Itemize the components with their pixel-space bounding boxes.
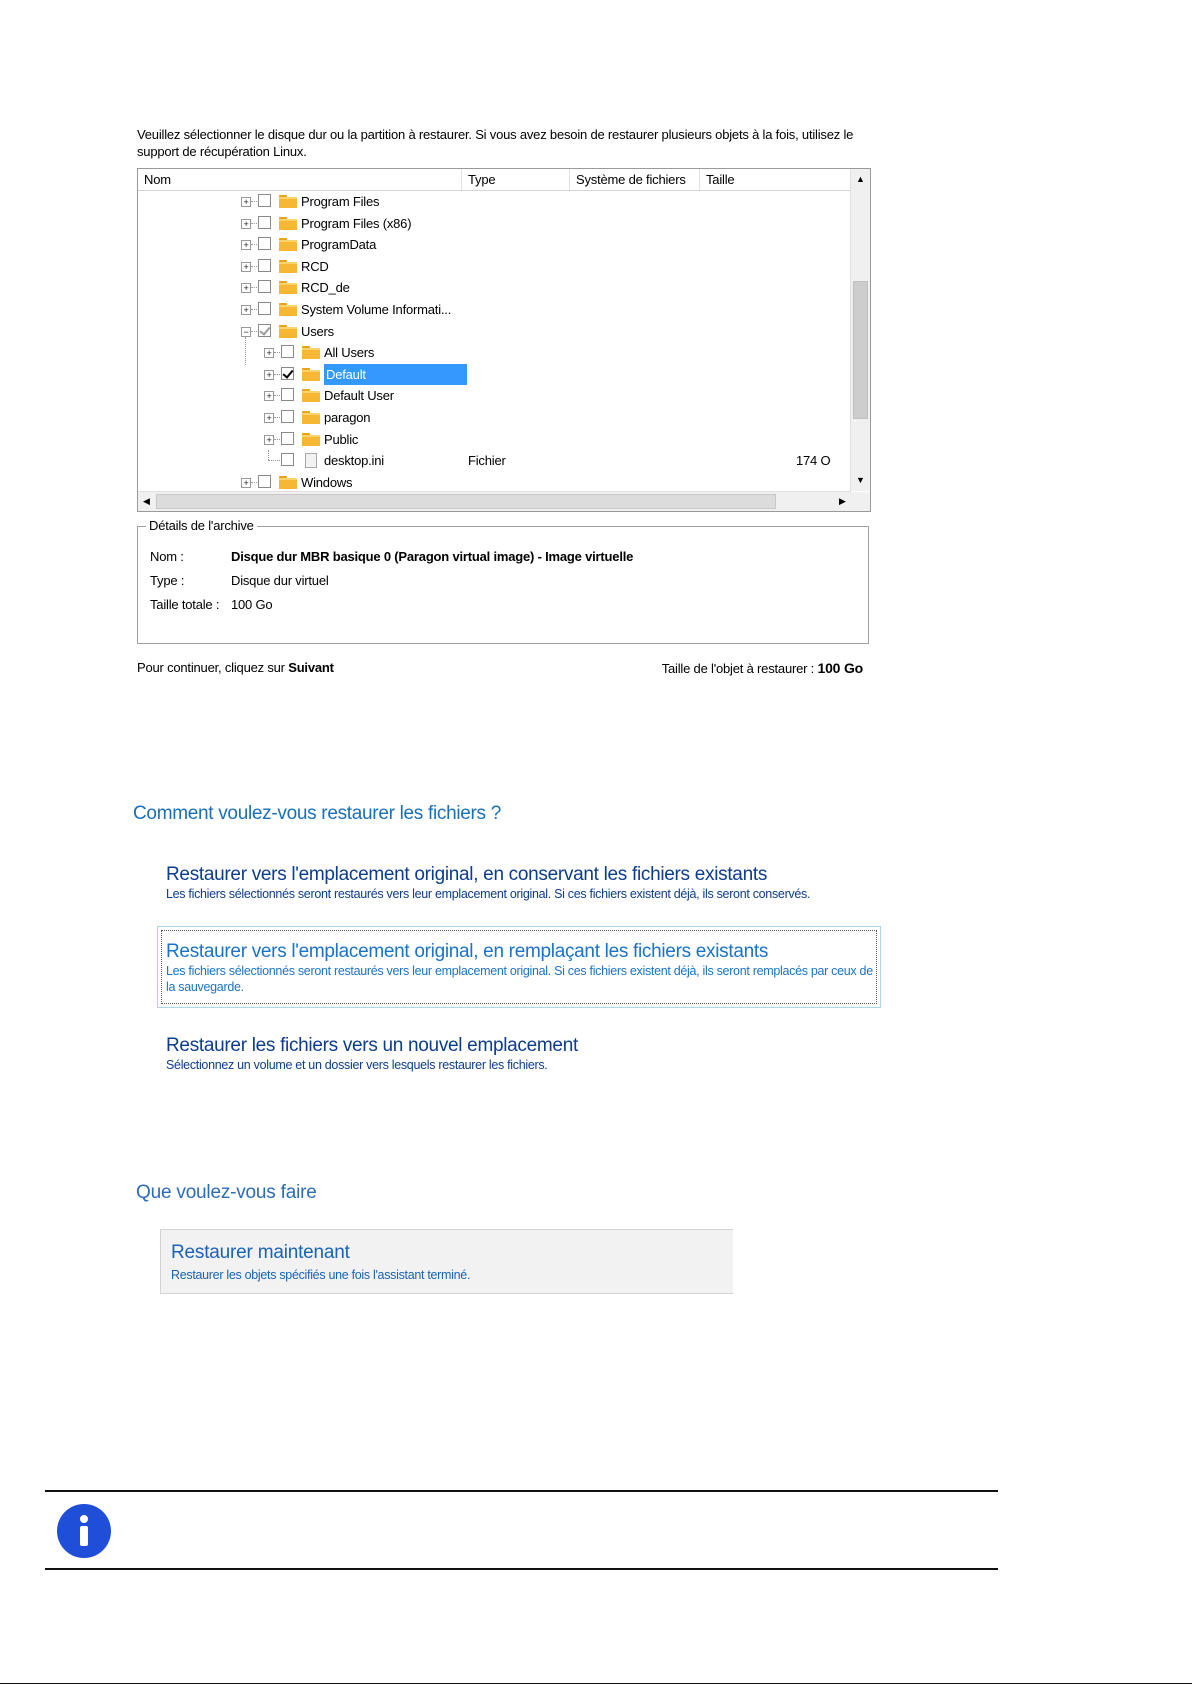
folder-icon [279,217,297,230]
tree-row-name[interactable]: RCD_de [301,280,350,296]
tree-row-checkbox[interactable] [281,453,294,466]
tree-row-checkbox[interactable] [281,432,294,445]
tree-row-name[interactable]: Default User [324,388,394,404]
horizontal-scroll-thumb[interactable] [156,494,776,509]
details-type-value: Disque dur virtuel [231,573,329,588]
tree-row[interactable] [138,256,851,277]
vertical-scrollbar[interactable] [850,169,870,491]
tree-row-checkbox[interactable] [258,237,271,250]
tree-row-checkbox[interactable] [281,345,294,358]
file-tree[interactable] [137,168,871,512]
tree-row[interactable] [138,234,851,255]
tree-row-name[interactable]: Program Files (x86) [301,215,412,231]
tree-row-name[interactable]: Windows [301,474,353,490]
option-replace-existing-title: Restaurer vers l'emplacement original, en remplaçant les fichiers existants [166,941,769,962]
folder-icon [302,368,320,381]
tree-row-name[interactable]: ProgramData [301,237,377,253]
folder-icon [279,238,297,251]
tree-row-type: Fichier [468,453,506,469]
restore-now-option[interactable] [160,1229,733,1294]
details-name-label: Nom : [150,549,184,564]
tree-row-name[interactable]: desktop.ini [324,453,384,469]
folder-icon [279,195,297,208]
expand-icon[interactable]: + [241,219,251,229]
tree-row[interactable] [138,213,851,234]
scroll-up-icon[interactable]: ▲ [856,174,865,184]
option-new-location-title: Restaurer les fichiers vers un nouvel emplacement [166,1035,578,1056]
tree-row-name[interactable]: RCD [301,258,329,274]
option-keep-existing[interactable] [166,864,886,902]
restore-size-label: Taille de l'objet à restaurer : [661,661,818,676]
tree-row[interactable] [138,472,851,493]
expand-icon[interactable]: + [241,262,251,272]
folder-icon [302,433,320,446]
option-new-location[interactable] [166,1035,886,1073]
continue-hint-next: Suivant [288,660,334,675]
restore-now-title: Restaurer maintenant [171,1242,350,1263]
option-keep-existing-title: Restaurer vers l'emplacement original, en conservant les fichiers existants [166,864,768,885]
folder-icon [279,260,297,273]
collapse-icon[interactable]: − [241,327,251,337]
column-header-type[interactable]: Type [462,169,570,190]
tree-row-name[interactable]: Users [301,323,334,339]
tree-row[interactable] [138,364,851,385]
vertical-scroll-thumb[interactable] [853,281,868,419]
tree-row-checkbox[interactable] [258,216,271,229]
folder-icon [302,346,320,359]
info-top-rule [45,1490,998,1492]
scroll-left-icon[interactable]: ◀ [143,496,150,506]
action-question: Que voulez-vous faire [136,1182,317,1203]
expand-icon[interactable]: + [241,305,251,315]
restore-mode-question: Comment voulez-vous restaurer les fichiers ? [133,803,501,824]
tree-row[interactable] [138,385,851,406]
file-icon [305,453,317,468]
folder-icon [279,303,297,316]
tree-row-name[interactable]: All Users [324,345,375,361]
folder-icon [302,389,320,402]
tree-row-name[interactable]: Public [324,431,359,447]
tree-row-checkbox[interactable] [258,302,271,315]
tree-row-name[interactable]: System Volume Informati... [301,302,452,317]
tree-row[interactable] [138,450,851,471]
restore-size-value: 100 Go [817,660,863,676]
details-size-label: Taille totale : [150,597,220,612]
tree-row-name[interactable]: Program Files [301,194,380,209]
expand-icon[interactable]: + [264,413,274,423]
details-name-value: Disque dur MBR basique 0 (Paragon virtual image) - Image virtuelle [231,549,634,564]
folder-icon [302,411,320,424]
folder-icon [279,476,297,489]
tree-row-checkbox[interactable] [258,194,271,207]
tree-row-checkbox[interactable] [258,475,271,488]
details-type-label: Type : [150,573,185,588]
continue-hint [137,660,334,675]
option-new-location-description: Sélectionnez un volume et un dossier vers lesquels restaurer les fichiers. [166,1058,548,1072]
column-header-filesystem[interactable]: Système de fichiers [570,169,700,190]
tree-row-size: 174 O [796,453,831,469]
intro-text: Veuillez sélectionner le disque dur ou la partition à restaurer. Si vous avez besoin de restaurer plusieurs objets à la fois, utilisez le support de récupération Linux. [137,127,854,159]
expand-icon[interactable]: + [264,435,274,445]
restore-now-description: Restaurer les objets spécifiés une fois l'assistant terminé. [171,1268,471,1282]
column-header-size[interactable]: Taille [700,169,851,190]
tree-row-checkbox[interactable] [281,367,294,380]
scroll-corner [851,492,870,511]
tree-row[interactable] [138,299,851,320]
tree-row-checkbox[interactable] [258,259,271,272]
tree-row-checkbox[interactable] [281,410,294,423]
tree-row-checkbox[interactable] [258,324,271,337]
page-bottom-rule [0,1683,1192,1684]
expand-icon[interactable]: + [241,197,251,207]
expand-icon[interactable]: + [264,370,274,380]
info-bottom-rule [45,1568,998,1570]
archive-details-legend: Détails de l'archive [146,518,257,533]
folder-icon [279,281,297,294]
continue-hint-text: Pour continuer, cliquez sur [137,660,289,675]
tree-row-name[interactable]: Default [324,364,467,385]
scroll-right-icon[interactable]: ▶ [839,496,846,506]
expand-icon[interactable]: + [264,391,274,401]
tree-header [138,169,851,191]
tree-row-checkbox[interactable] [281,388,294,401]
tree-row[interactable] [138,191,851,212]
scroll-down-icon[interactable]: ▼ [856,475,865,485]
option-replace-existing[interactable] [157,926,881,1008]
expand-icon[interactable]: + [241,240,251,250]
tree-row-checkbox[interactable] [258,280,271,293]
horizontal-scrollbar[interactable] [138,491,851,511]
tree-row-name[interactable]: paragon [324,410,371,425]
details-size-value: 100 Go [231,597,273,612]
restore-size-summary [662,660,863,676]
folder-icon [279,325,297,338]
tree-row[interactable] [138,429,851,450]
column-header-name[interactable]: Nom [138,169,462,190]
expand-icon[interactable]: + [264,348,274,358]
expand-icon[interactable]: + [241,283,251,293]
expand-icon[interactable]: + [241,478,251,488]
tree-row[interactable] [138,407,851,428]
option-keep-existing-description: Les fichiers sélectionnés seront restaurés vers leur emplacement original. Si ces fichiers existent déjà, ils seront conservés. [166,887,811,901]
archive-details-panel [137,526,869,644]
info-icon [57,1504,111,1558]
option-replace-existing-description: Les fichiers sélectionnés seront restaurés vers leur emplacement original. Si ces fichiers existent déjà, ils seront remplacés par ceux de la sauvegarde. [166,964,873,994]
tree-row[interactable] [138,277,851,298]
